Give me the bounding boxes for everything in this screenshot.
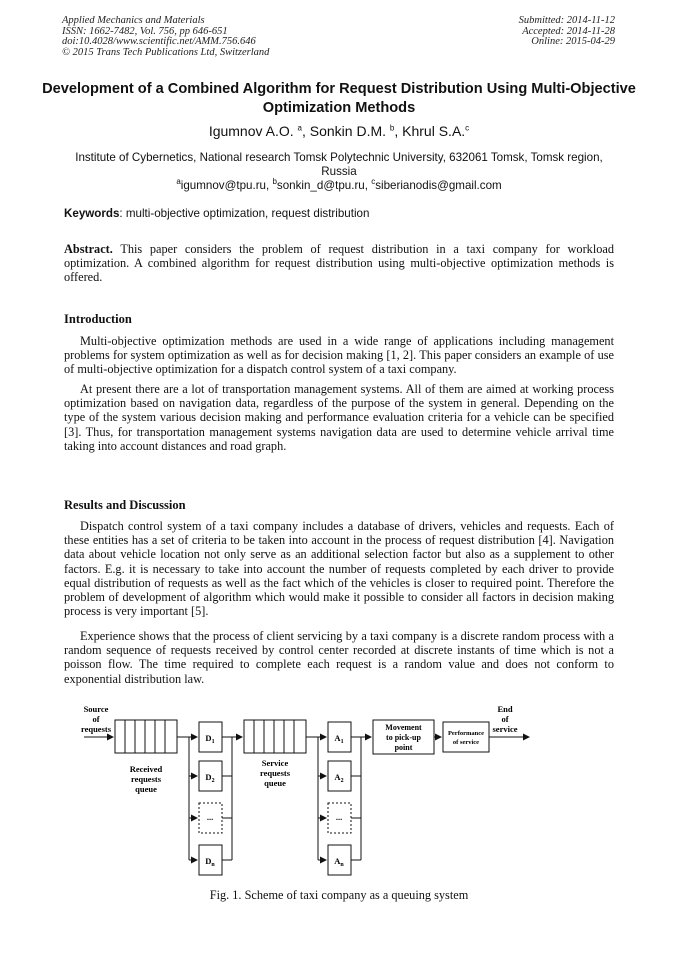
journal-name: Applied Mechanics and Materials: [62, 15, 205, 26]
driver-label: $D_1$: [205, 733, 215, 745]
author-affil-mark: a: [297, 123, 302, 133]
email-separator: ,: [364, 179, 372, 192]
accepted-date: Accepted: 2014-11-28: [522, 25, 615, 37]
email-link[interactable]: siberianodis@gmail.com: [375, 179, 502, 192]
keywords-text: : multi-objective optimization, request distribution: [119, 207, 370, 220]
email-separator: ,: [266, 179, 273, 192]
author-name: Sonkin D.M.: [309, 123, 387, 139]
vehicle-label: $A_2$: [334, 772, 344, 784]
introduction-paragraph-2: At present there are a lot of transportation management systems. All of them are aimed at working process optimization based on navigation data, regardless of the purpose of the system in general. Depending on the type of the system various decision making and performance evaluation criteria for a vehicle can be specified [3]. Thus, for transportation management systems navigation data are used to determine vehicle arrival time taking into account distances and road graph.: [64, 382, 614, 453]
abstract: [64, 242, 614, 285]
performance-label-line: of service: [452, 739, 480, 746]
journal-doi[interactable]: doi:10.4028/www.scientific.net/AMM.756.646: [62, 36, 256, 48]
performance-box: [443, 722, 489, 752]
section-heading-results: Results and Discussion: [64, 498, 186, 512]
service-queue-label-line: requests: [259, 768, 291, 778]
author-affil-mark: b: [389, 123, 395, 133]
received-requests-queue: [115, 720, 177, 753]
driver-label: $D_2$: [205, 772, 215, 784]
keywords: [64, 207, 616, 221]
vehicle-label: $A_1$: [334, 733, 344, 745]
figure-queuing-scheme: [60, 700, 620, 880]
email-mark: b: [272, 177, 277, 187]
performance-label-line: Performance: [447, 730, 485, 737]
email-link[interactable]: igumnov@tpu.ru: [180, 179, 267, 192]
author-affil-mark: c: [465, 123, 470, 133]
end-label-line: service: [492, 724, 518, 734]
submitted-date: Submitted: 2014-11-12: [518, 15, 615, 26]
introduction-paragraph-1: Multi-objective optimization methods are used in a wide range of applications including management problems for system optimization as well as for decision making [1, 2]. This paper considers an example of use of multi-objective optimization for a dispatch control system of a taxi company.: [64, 334, 614, 377]
end-label-line: of: [501, 714, 509, 724]
service-requests-queue: [244, 720, 306, 753]
movement-label-line: to pick-up: [386, 733, 421, 742]
vehicle-ellipsis: ...: [335, 812, 343, 822]
figure-caption: Fig. 1. Scheme of taxi company as a queuing system: [209, 888, 469, 902]
received-queue-label-line: requests: [130, 774, 162, 784]
vehicle-label: $A_n$: [334, 856, 344, 868]
movement-label-line: Movement: [385, 723, 422, 732]
movement-label-line: point: [394, 743, 413, 752]
email-mark: c: [371, 177, 376, 187]
affiliation: Institute of Cybernetics, National research Tomsk Polytechnic University, 632061 Tomsk, Tomsk region, Russia: [75, 151, 603, 178]
source-label-line: requests: [80, 724, 112, 734]
section-heading-introduction: Introduction: [64, 312, 132, 326]
driver-ellipsis: ...: [206, 812, 214, 822]
author-separator: ,: [394, 123, 403, 139]
email-link[interactable]: sonkin_d@tpu.ru: [276, 179, 365, 192]
journal-issn: ISSN: 1662-7482, Vol. 756, pp 646-651: [62, 25, 228, 37]
queuing-diagram: [60, 700, 620, 880]
results-paragraph-1: Dispatch control system of a taxi company includes a database of drivers, vehicles and requests. Each of these entities has a set of criteria to be taken into account in the process of request distribution [4]. Navigation data about vehicle location not only serve as an additional selection factor but also as a supplement to other factors. E.g. it is necessary to take into account the number of requests completed by each driver to provide equal distribution of requests as well as the fact which of the vehicles is closer to required point. Therefore the problem of development of algorithm which would make it possible to consider all factors in decision making process is very important [5].: [64, 519, 614, 619]
author-name: Khrul S.A.: [402, 123, 466, 139]
abstract-label: Abstract.: [64, 242, 113, 256]
service-queue-label-line: queue: [264, 778, 286, 788]
driver-label: $D_n$: [205, 856, 215, 868]
source-label-line: Source: [83, 704, 109, 714]
keywords-label: Keywords: [64, 207, 120, 220]
abstract-text: This paper considers the problem of request distribution in a taxi company for workload optimization. A combined algorithm for request distribution using multi-objective optimization methods is offered.: [64, 242, 614, 285]
author-name: Igumnov A.O.: [208, 123, 294, 139]
results-paragraph-2: Experience shows that the process of client servicing by a taxi company is a discrete random process with a random sequence of requests received by control center recorded at discrete instants of time which is not a poisson flow. The time required to complete each request is a random value and does not conform to exponential distribution law.: [64, 629, 614, 686]
service-queue-label-line: Service: [261, 758, 289, 768]
author-emails: [64, 179, 614, 192]
received-queue-label-line: Received: [129, 764, 163, 774]
paper-title: Development of a Combined Algorithm for Request Distribution Using Multi-Objective Optimization Methods: [42, 81, 636, 116]
end-label-line: End: [497, 704, 513, 714]
email-mark: a: [176, 177, 181, 187]
author-list: [40, 122, 638, 140]
journal-copyright: © 2015 Trans Tech Publications Ltd, Switzerland: [62, 46, 270, 58]
author-separator: ,: [301, 123, 310, 139]
journal-header: [62, 16, 269, 58]
received-queue-label-line: queue: [135, 784, 157, 794]
dates-header: [519, 16, 615, 48]
online-date: Online: 2015-04-29: [531, 36, 615, 48]
source-label-line: of: [92, 714, 100, 724]
